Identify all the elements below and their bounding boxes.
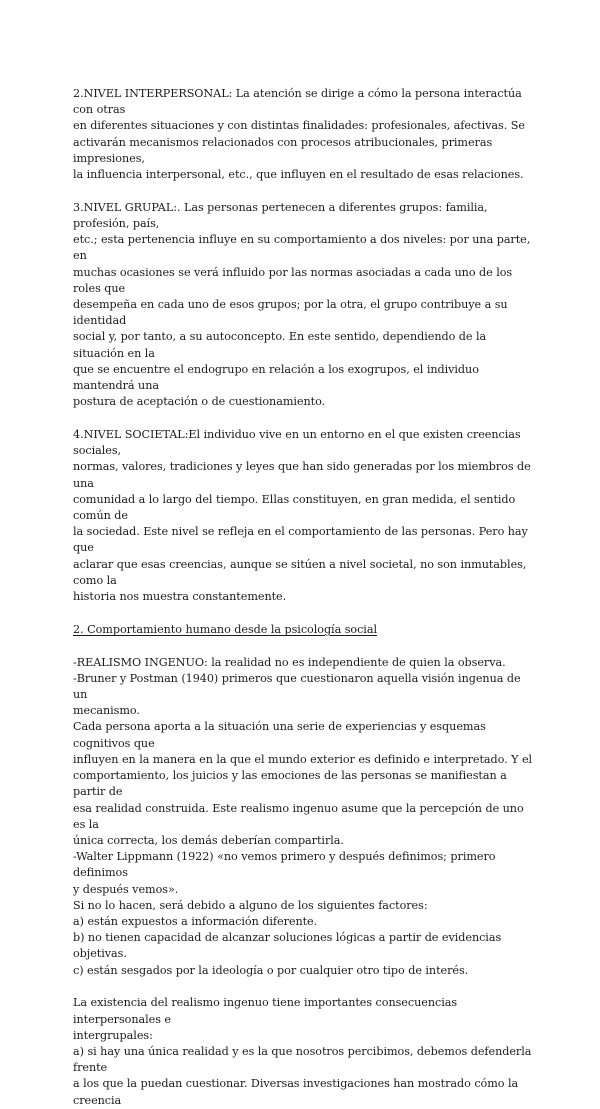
paragraph-nivel-grupal: 3.NIVEL GRUPAL:. Las personas pertenecen a diferentes grupos: familia, profesión, país, etc.; esta pertenencia influye en su comportamiento a dos niveles: por una parte, en muchas ocasiones se verá influido por las normas asociadas a cada uno de los roles que desempeña en cada uno de esos grupos; por la otra, el grupo contribuye a su identidad social y, por tanto, a su autoconcepto. En este sentido, dependiendo de la situación en la que se encuentre el endogrupo en relación a los exogrupos, el individuo mantendrá una postura de aceptación o de cuestionamiento. <box>73 200 531 409</box>
paragraph-nivel-societal: 4.NIVEL SOCIETAL:El individuo vive en un entorno en el que existen creencias sociales, normas, valores, tradiciones y leyes que han sido generadas por los miembros de una comunidad a lo largo del tiempo. Ellas constituyen, en gran medida, el sentido común de la sociedad. Este nivel se refleja en el comportamiento de las personas. Pero hay que aclarar que esas creencias, aunque se sitúen a nivel societal, no son inmutables, como la historia nos muestra constantemente. <box>73 428 531 604</box>
paragraph-realismo-ingenuo: -REALISMO INGENUO: la realidad no es independiente de quien la observa. -Bruner y Postman (1940) primeros que cuestionaron aquella visión ingenua de un mecanismo. Cada persona aporta a la situación una serie de experiencias y esquemas cognitivos que influyen en la manera en la que el mundo exterior es definido e interpretado. Y el comportamiento, los juicios y las emociones de las personas se manifiestan a partir de esa realidad construida. Este realismo ingenuo asume que la percepción de uno es la única correcta, los demás deberían compartirla. -Walter Lippmann (1922) «no vemos primero y después definimos; primero definimos y después vemos». Si no lo hacen, será debido a alguno de los siguientes factores: a) están expuestos a información diferente. b) no tienen capacidad de alcanzar soluciones lógicas a partir de evidencias objetivas. c) están sesgados por la ideología o por cualquier otro tipo de interés. <box>73 655 533 977</box>
paragraph-spacer <box>73 605 536 622</box>
paragraph-consecuencias: La existencia del realismo ingenuo tiene importantes consecuencias interpersonales e intergrupales: a) si hay una única realidad y es la que nosotros percibimos, debemos defenderla frente a los que la puedan cuestionar. Diversas investigaciones han mostrado cómo la creencia <box>73 996 532 1107</box>
paragraph-spacer <box>73 638 536 655</box>
paragraph-spacer <box>73 183 536 200</box>
paragraph-spacer <box>73 979 536 996</box>
section-heading: 2. Comportamiento humano desde la psicología social <box>73 622 377 636</box>
paragraph-nivel-interpersonal: 2.NIVEL INTERPERSONAL: La atención se dirige a cómo la persona interactúa con otras en diferentes situaciones y con distintas finalidades: profesionales, afectivas. Se activarán mecanismos relacionados con procesos atribucionales, primeras impresiones, la influencia interpersonal, etc., que influyen en el resultado de esas relaciones. <box>73 87 525 182</box>
paragraph-spacer <box>73 410 536 427</box>
